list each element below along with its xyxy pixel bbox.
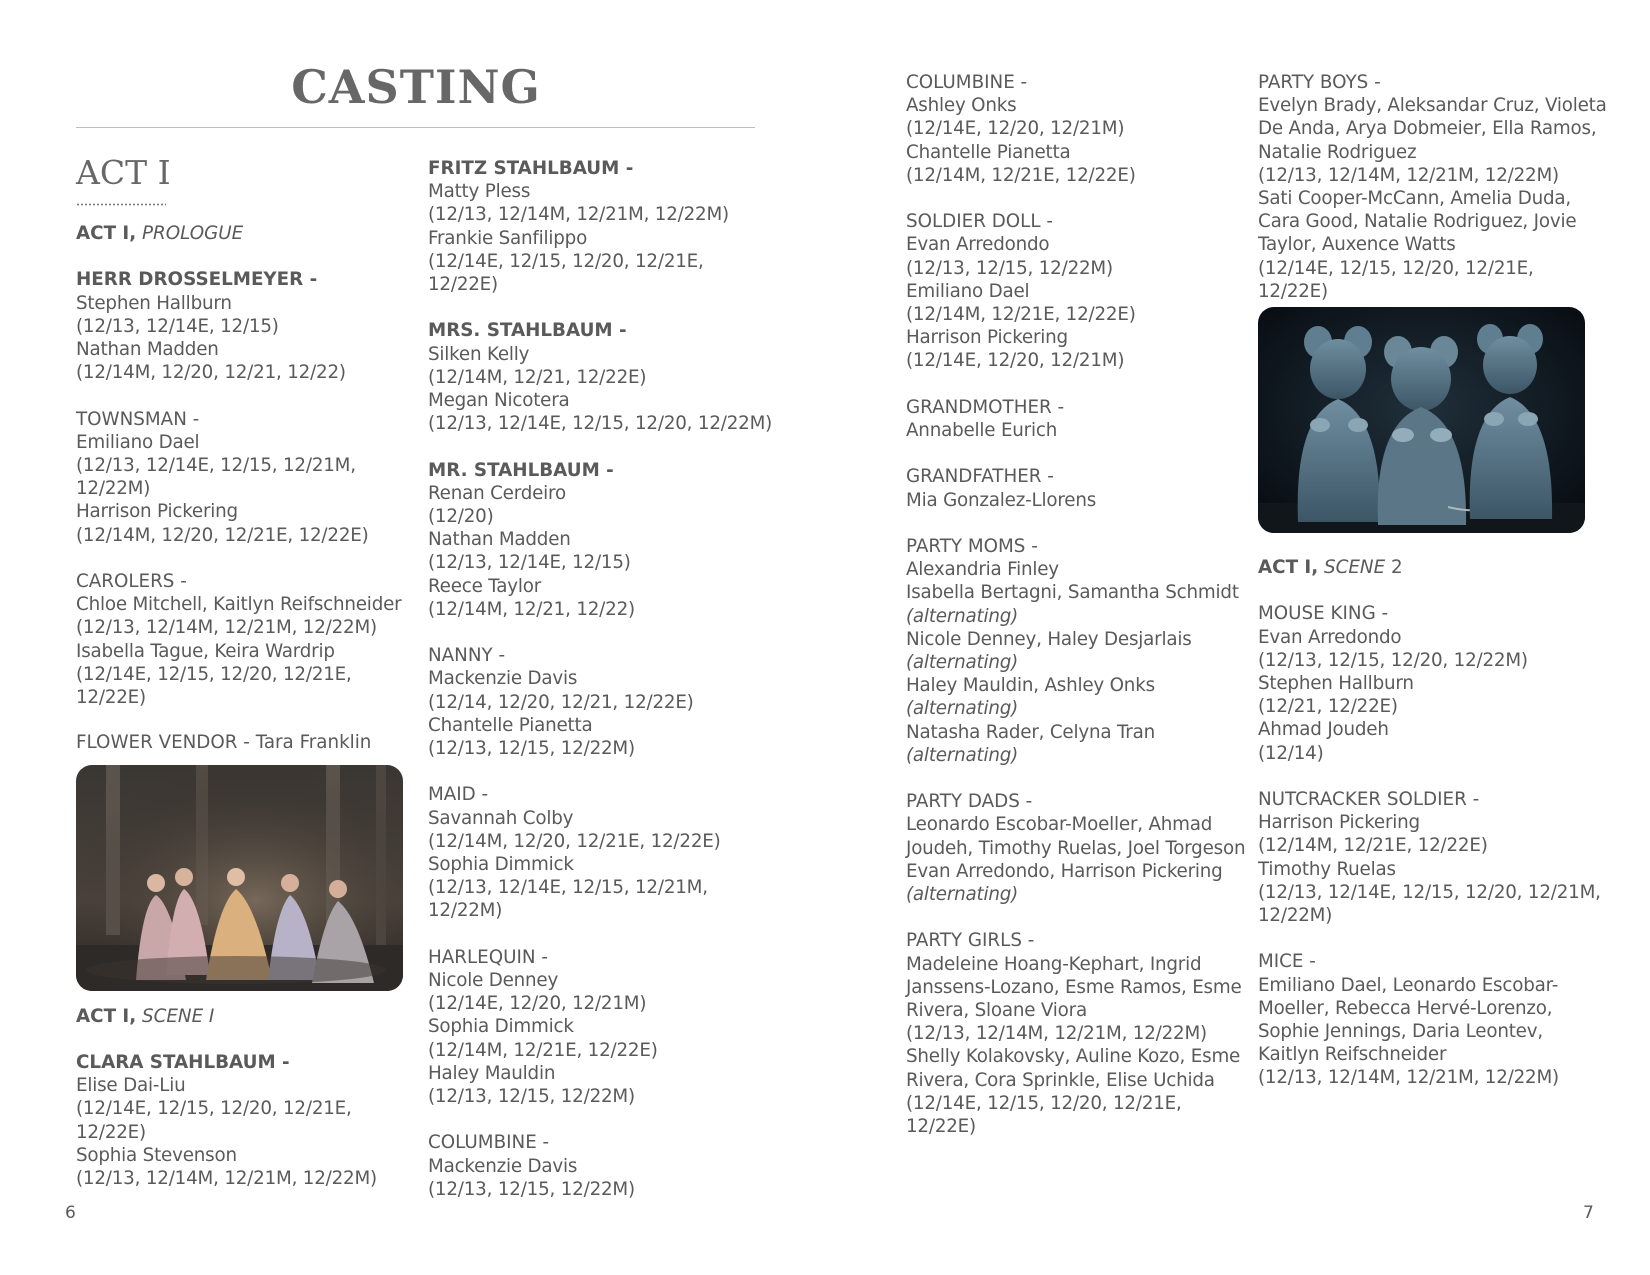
role-name: PARTY BOYS -: [1258, 72, 1381, 93]
performer-name: Evelyn Brady, Aleksandar Cruz, Violeta: [1258, 95, 1607, 117]
performer-name: Stephen Hallburn: [1258, 673, 1414, 695]
column-4: [1258, 71, 1607, 1113]
performer-name: Reece Taylor: [428, 575, 542, 597]
performer-name: Evan Arredondo, Harrison Pickering: [906, 860, 1223, 882]
performer-name: Nathan Madden: [428, 529, 571, 551]
performer-name: Joudeh, Timothy Ruelas, Joel Torgeson: [906, 837, 1246, 859]
performance-dates: (12/13, 12/14M, 12/21M, 12/22M): [76, 1168, 377, 1190]
role-name: HERR DROSSELMEYER -: [76, 269, 318, 291]
performer-name: De Anda, Arya Dobmeier, Ella Ramos,: [1258, 118, 1597, 140]
cast-entry-grandfather: [906, 465, 1251, 511]
role-name: SOLDIER DOLL -: [906, 211, 1053, 233]
page-number-left: 6: [65, 1203, 76, 1223]
cast-entry-mouse-king: [1258, 602, 1603, 764]
role-name: PARTY GIRLS -: [906, 930, 1035, 952]
performance-dates: (12/14E, 12/20, 12/21M): [906, 350, 1125, 372]
performer-name: Timothy Ruelas: [1258, 858, 1396, 880]
scene-heading-scene-1: ACT I, SCENE I: [76, 1005, 215, 1027]
title-divider: [76, 127, 755, 128]
performer-name: Natalie Rodriguez: [1258, 141, 1417, 163]
performance-dates: (12/13, 12/14M, 12/21M, 12/22M): [428, 204, 729, 226]
cast-entry-fritz-stahlbaum: [428, 157, 773, 296]
performance-dates: (12/14M, 12/21E, 12/22E): [428, 1039, 658, 1061]
cast-entry-flower-vendor: FLOWER VENDOR - Tara Franklin: [76, 732, 372, 754]
role-name: FRITZ STAHLBAUM -: [428, 158, 634, 179]
role-name: NUTCRACKER SOLDIER -: [1258, 789, 1480, 811]
scene-heading-prologue: ACT I, PROLOGUE: [76, 223, 244, 244]
role-name: MAID -: [428, 784, 489, 806]
role-name: MOUSE KING -: [1258, 603, 1389, 625]
performer-name: Nicole Denney, Haley Desjarlais: [906, 628, 1192, 650]
performer-name: Isabella Bertagni, Samantha Schmidt: [906, 582, 1239, 604]
performance-dates: (12/14E, 12/20, 12/21M): [906, 118, 1125, 140]
cast-entry-columbine: [428, 1131, 773, 1201]
performer-name: Nathan Madden: [76, 339, 219, 360]
performer-name: Emiliano Dael: [906, 280, 1030, 302]
cast-entry-soldier-doll: [906, 210, 1251, 372]
role-name: CLARA STAHLBAUM -: [76, 1052, 290, 1073]
performer-name: Sophia Stevenson: [76, 1144, 237, 1166]
role-name: MR. STAHLBAUM -: [428, 459, 614, 481]
role-name: TOWNSMAN -: [76, 408, 200, 430]
performer-name: Leonardo Escobar-Moeller, Ahmad: [906, 814, 1213, 836]
performance-dates: (12/14E, 12/15, 12/20, 12/21E,: [906, 1092, 1182, 1114]
performer-name: 12/22E): [1258, 280, 1328, 302]
performer-name: Taylor, Auxence Watts: [1258, 234, 1456, 256]
performer-name: Emiliano Dael, Leonardo Escobar-: [1258, 974, 1559, 996]
performance-dates: (12/13, 12/15, 12/22M): [428, 1086, 635, 1108]
role-name: CAROLERS -: [76, 571, 187, 592]
performer-name: Moeller, Rebecca Hervé-Lorenzo,: [1258, 997, 1553, 1019]
role-name: HARLEQUIN -: [428, 946, 548, 968]
dotted-divider: [76, 203, 166, 206]
performer-name: Matty Pless: [428, 181, 531, 203]
performer-name: Sophie Jennings, Daria Leontev,: [1258, 1021, 1543, 1043]
performer-name: Isabella Tague, Keira Wardrip: [76, 640, 335, 662]
performer-name: 12/22E): [76, 687, 146, 709]
page-title: CASTING: [291, 60, 541, 114]
performer-name: Rivera, Sloane Viora: [906, 1000, 1087, 1022]
page-number-right: 7: [1583, 1203, 1594, 1223]
performance-dates: (alternating): [906, 605, 1019, 627]
cast-entry-columbine: [906, 71, 1251, 187]
column-2: [428, 157, 773, 1224]
performance-dates: (12/14): [1258, 742, 1324, 764]
performer-name: Alexandria Finley: [906, 559, 1059, 581]
performer-name: Mackenzie Davis: [428, 668, 578, 690]
performer-name: 12/22M): [428, 900, 503, 922]
cast-entry-party-moms: [906, 535, 1251, 767]
performer-name: Haley Mauldin, Ashley Onks: [906, 675, 1155, 697]
performer-name: Stephen Hallburn: [76, 292, 232, 314]
performer-name: Harrison Pickering: [76, 501, 238, 523]
performer-name: Cara Good, Natalie Rodriguez, Jovie: [1258, 211, 1577, 233]
performance-dates: (12/14E, 12/20, 12/21M): [428, 993, 647, 1015]
performer-name: Megan Nicotera: [428, 390, 570, 412]
performer-name: Rivera, Cora Sprinkle, Elise Uchida: [906, 1069, 1215, 1091]
role-name: MRS. STAHLBAUM -: [428, 320, 627, 342]
performance-dates: (12/13, 12/14E, 12/15): [428, 552, 631, 574]
scene-heading-scene-2: ACT I, SCENE 2: [1258, 557, 1403, 579]
performance-dates: (12/13, 12/15, 12/22M): [428, 738, 635, 760]
performance-dates: (12/13, 12/14M, 12/21M, 12/22M): [76, 617, 377, 639]
role-name: PARTY MOMS -: [906, 536, 1038, 557]
performer-name: Mia Gonzalez-Llorens: [906, 489, 1097, 511]
performance-dates: (12/13, 12/15, 12/20, 12/22M): [1258, 649, 1528, 671]
performer-name: Annabelle Eurich: [906, 420, 1058, 442]
performer-name: Emiliano Dael: [76, 431, 200, 453]
performer-name: 12/22E): [906, 1116, 976, 1138]
performance-dates: (12/14M, 12/21, 12/22E): [428, 366, 647, 388]
cast-entry-maid: [428, 783, 773, 922]
cast-entry-mr-stahlbaum: [428, 459, 773, 621]
performance-dates: (12/21, 12/22E): [1258, 696, 1398, 718]
performance-dates: (12/14E, 12/15, 12/20, 12/21E,: [76, 663, 352, 685]
performance-dates: (12/13, 12/14E, 12/15, 12/21M,: [76, 455, 356, 476]
performance-dates: (12/13, 12/14E, 12/15, 12/20, 12/22M): [428, 413, 773, 435]
performer-name: 12/22M): [76, 478, 151, 500]
cast-entry-mice: [1258, 950, 1603, 1089]
performer-name: Chantelle Pianetta: [428, 714, 593, 736]
performance-dates: (12/14M, 12/20, 12/21, 12/22): [76, 362, 346, 384]
performance-dates: (12/14M, 12/21E, 12/22E): [906, 304, 1136, 326]
performer-name: Natasha Rader, Celyna Tran: [906, 721, 1155, 743]
mice-photo: [1258, 307, 1585, 533]
performance-dates: (12/14M, 12/20, 12/21E, 12/22E): [428, 830, 721, 852]
role-name: MICE -: [1258, 951, 1316, 973]
performance-dates: (12/13, 12/14M, 12/21M, 12/22M): [906, 1023, 1207, 1045]
performer-name: Madeleine Hoang-Kephart, Ingrid: [906, 953, 1202, 975]
performer-name: Evan Arredondo: [1258, 626, 1402, 648]
act-heading: ACT I: [76, 153, 171, 192]
performer-name: Chloe Mitchell, Kaitlyn Reifschneider: [76, 594, 402, 616]
performer-name: Harrison Pickering: [906, 327, 1068, 349]
performance-dates: (12/14E, 12/15, 12/20, 12/21E,: [1258, 257, 1534, 279]
performance-dates: (alternating): [906, 884, 1019, 906]
performance-dates: (12/14M, 12/21E, 12/22E): [906, 164, 1136, 186]
performance-dates: (alternating): [906, 698, 1019, 720]
performance-dates: (alternating): [906, 652, 1019, 674]
cast-entry-grandmother: [906, 396, 1251, 442]
column-3: [906, 71, 1251, 1161]
cast-entry-herr-drosselmeyer: [76, 268, 416, 384]
performance-dates: (12/13, 12/14E, 12/15): [76, 315, 279, 337]
cast-entry-clara-stahlbaum: [76, 1051, 416, 1190]
performer-name: 12/22E): [76, 1121, 146, 1143]
role-name: NANNY -: [428, 645, 506, 667]
cast-entry-party-dads: [906, 790, 1251, 906]
performer-name: Sophia Dimmick: [428, 854, 574, 876]
cast-entry-party-girls: [906, 929, 1251, 1138]
performance-dates: (12/13, 12/15, 12/22M): [428, 1178, 635, 1200]
performer-name: Ashley Onks: [906, 95, 1017, 117]
performer-name: Chantelle Pianetta: [906, 141, 1071, 163]
cast-entry-party-boys: [1258, 71, 1607, 303]
performance-dates: (12/14M, 12/20, 12/21E, 12/22E): [76, 524, 369, 546]
performance-dates: (12/14M, 12/21, 12/22): [428, 598, 635, 620]
performance-dates: (12/13, 12/15, 12/22M): [906, 257, 1113, 279]
performer-name: Janssens-Lozano, Esme Ramos, Esme: [906, 976, 1242, 998]
performer-name: Haley Mauldin: [428, 1062, 556, 1084]
performance-dates: (12/14M, 12/21E, 12/22E): [1258, 835, 1488, 857]
performer-name: Evan Arredondo: [906, 234, 1050, 256]
performance-dates: (12/13, 12/14E, 12/15, 12/21M,: [428, 877, 708, 899]
role-name: COLUMBINE -: [428, 1132, 550, 1154]
performance-dates: (12/14, 12/20, 12/21, 12/22E): [428, 691, 694, 713]
performer-name: Kaitlyn Reifschneider: [1258, 1044, 1447, 1066]
performer-name: Harrison Pickering: [1258, 812, 1420, 834]
performer-name: Elise Dai-Liu: [76, 1075, 186, 1097]
performer-name: Shelly Kolakovsky, Auline Kozo, Esme: [906, 1046, 1241, 1068]
role-name: COLUMBINE -: [906, 72, 1028, 93]
performance-dates: (12/14E, 12/15, 12/20, 12/21E,: [428, 250, 704, 272]
party-scene-photo: [76, 765, 403, 991]
performance-dates: (12/13, 12/14E, 12/15, 12/20, 12/21M,: [1258, 881, 1601, 903]
performer-name: Nicole Denney: [428, 970, 559, 992]
performer-name: Sophia Dimmick: [428, 1016, 574, 1038]
performer-name: Sati Cooper-McCann, Amelia Duda,: [1258, 188, 1571, 210]
performance-dates: (12/13, 12/14M, 12/21M, 12/22M): [1258, 1067, 1559, 1089]
cast-entry-nanny: [428, 644, 773, 760]
performer-name: Ahmad Joudeh: [1258, 719, 1389, 741]
performer-name: 12/22E): [428, 274, 498, 296]
performance-dates: (12/13, 12/14M, 12/21M, 12/22M): [1258, 164, 1559, 186]
performer-name: Frankie Sanfilippo: [428, 227, 588, 249]
performer-name: Savannah Colby: [428, 807, 574, 829]
cast-entry-harlequin: [428, 946, 773, 1108]
performer-name: Silken Kelly: [428, 343, 530, 365]
performer-name: Mackenzie Davis: [428, 1155, 578, 1177]
cast-entry-carolers: [76, 570, 416, 709]
performance-dates: (12/20): [428, 506, 494, 528]
performer-name: 12/22M): [1258, 905, 1333, 927]
cast-entry-nutcracker-soldier: [1258, 788, 1603, 927]
performance-dates: (alternating): [906, 744, 1019, 766]
column-1: [76, 222, 416, 1213]
cast-entry-mrs-stahlbaum: [428, 319, 773, 435]
cast-entry-townsman: [76, 408, 416, 547]
role-name: GRANDMOTHER -: [906, 396, 1065, 418]
role-name: PARTY DADS -: [906, 791, 1033, 813]
performer-name: Renan Cerdeiro: [428, 482, 566, 504]
role-name: GRANDFATHER -: [906, 466, 1054, 488]
performance-dates: (12/14E, 12/15, 12/20, 12/21E,: [76, 1098, 352, 1120]
